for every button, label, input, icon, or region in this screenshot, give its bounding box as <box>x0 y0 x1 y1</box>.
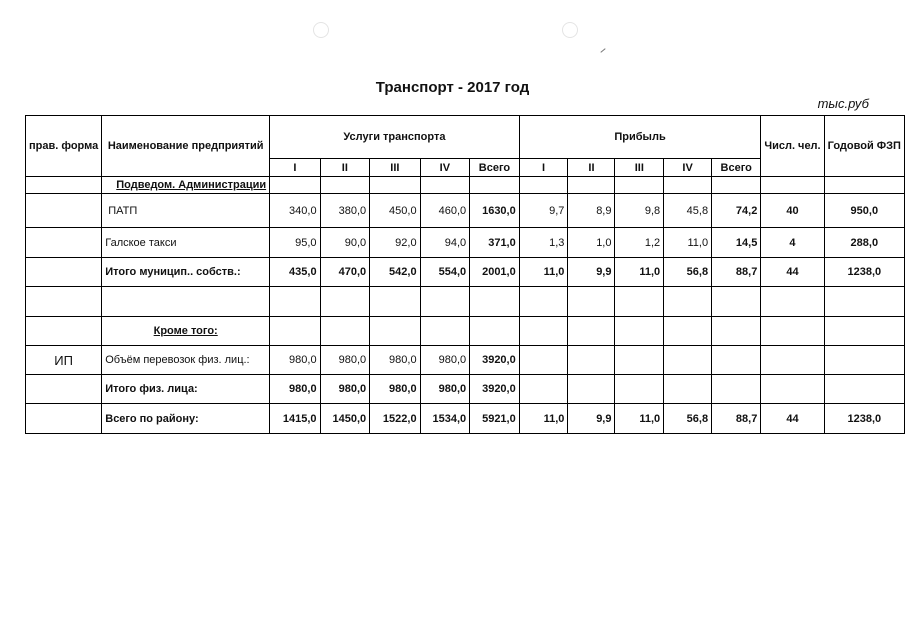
cell-profit-q3: 11,0 <box>615 258 664 287</box>
cell-profit-total: 74,2 <box>712 194 761 228</box>
cell-services-q2 <box>320 287 370 317</box>
services-quarter-1: I <box>270 159 320 177</box>
cell-services-total: 3920,0 <box>470 375 520 404</box>
cell-services-total: 2001,0 <box>470 258 520 287</box>
cell-form <box>26 177 102 194</box>
cell-services-q4: 554,0 <box>420 258 470 287</box>
cell-headcount <box>761 346 824 375</box>
cell-form <box>26 404 102 434</box>
cell-services-q2: 980,0 <box>320 346 370 375</box>
table-row <box>26 317 905 346</box>
unit-note: тыс.руб <box>817 96 869 111</box>
table-row <box>26 375 905 404</box>
cell-enterprise-name <box>102 287 270 317</box>
cell-headcount: 44 <box>761 258 824 287</box>
cell-services-q2 <box>320 177 370 194</box>
header-profit: Прибыль <box>519 116 761 159</box>
profit-quarter-3: III <box>615 159 664 177</box>
table-row <box>26 287 905 317</box>
cell-services-q1: 340,0 <box>270 194 320 228</box>
cell-services-q1 <box>270 177 320 194</box>
cell-services-q4: 980,0 <box>420 346 470 375</box>
cell-profit-q1 <box>519 317 568 346</box>
cell-services-q2 <box>320 317 370 346</box>
cell-annual-fund <box>824 375 904 404</box>
cell-enterprise-name: Кроме того: <box>102 317 270 346</box>
cell-profit-q4 <box>664 177 712 194</box>
cell-services-q3 <box>370 317 420 346</box>
cell-annual-fund <box>824 346 904 375</box>
cell-annual-fund: 1238,0 <box>824 404 904 434</box>
cell-services-q3: 542,0 <box>370 258 420 287</box>
cell-form <box>26 287 102 317</box>
cell-annual-fund <box>824 177 904 194</box>
cell-profit-q1 <box>519 287 568 317</box>
cell-services-q1: 980,0 <box>270 375 320 404</box>
scan-hole-mark-right <box>562 22 578 38</box>
cell-profit-q2 <box>568 317 615 346</box>
cell-services-q2: 90,0 <box>320 228 370 258</box>
cell-headcount <box>761 317 824 346</box>
cell-profit-total <box>712 177 761 194</box>
cell-profit-total <box>712 346 761 375</box>
cell-headcount: 4 <box>761 228 824 258</box>
cell-annual-fund: 950,0 <box>824 194 904 228</box>
cell-headcount <box>761 177 824 194</box>
cell-services-q1: 95,0 <box>270 228 320 258</box>
cell-profit-q1: 11,0 <box>519 258 568 287</box>
cell-profit-q4: 45,8 <box>664 194 712 228</box>
cell-services-q1 <box>270 287 320 317</box>
cell-annual-fund: 288,0 <box>824 228 904 258</box>
cell-services-q4: 94,0 <box>420 228 470 258</box>
profit-quarter-4: IV <box>664 159 712 177</box>
cell-form: ИП <box>26 346 102 375</box>
cell-profit-q4 <box>664 375 712 404</box>
cell-profit-q3: 1,2 <box>615 228 664 258</box>
cell-services-q1: 980,0 <box>270 346 320 375</box>
cell-profit-q1: 1,3 <box>519 228 568 258</box>
cell-profit-q3 <box>615 177 664 194</box>
cell-profit-q4 <box>664 346 712 375</box>
cell-enterprise-name: Всего по району: <box>102 404 270 434</box>
profit-quarter-1: I <box>519 159 568 177</box>
cell-profit-q4 <box>664 287 712 317</box>
cell-profit-q3: 11,0 <box>615 404 664 434</box>
cell-headcount <box>761 375 824 404</box>
table-row <box>26 404 905 434</box>
cell-profit-q2 <box>568 287 615 317</box>
document-title: Транспорт - 2017 год <box>375 79 530 96</box>
cell-profit-total <box>712 317 761 346</box>
cell-profit-q2 <box>568 346 615 375</box>
cell-services-q1 <box>270 317 320 346</box>
table-row <box>26 346 905 375</box>
cell-services-q4 <box>420 287 470 317</box>
cell-services-q2: 470,0 <box>320 258 370 287</box>
cell-services-total <box>470 317 520 346</box>
services-quarter-3: III <box>370 159 420 177</box>
cell-services-q4 <box>420 317 470 346</box>
scan-hole-mark-left <box>313 22 329 38</box>
cell-annual-fund <box>824 287 904 317</box>
cell-services-total: 371,0 <box>470 228 520 258</box>
cell-profit-total <box>712 375 761 404</box>
cell-headcount: 40 <box>761 194 824 228</box>
cell-form <box>26 258 102 287</box>
profit-quarter-2: II <box>568 159 615 177</box>
cell-profit-q3 <box>615 317 664 346</box>
table-row <box>26 258 905 287</box>
cell-services-q2: 1450,0 <box>320 404 370 434</box>
header-annual-fund: Годовой ФЗП <box>824 116 904 177</box>
cell-services-q2: 980,0 <box>320 375 370 404</box>
cell-profit-total: 88,7 <box>712 258 761 287</box>
cell-services-q3: 92,0 <box>370 228 420 258</box>
cell-profit-q1 <box>519 346 568 375</box>
cell-profit-q2 <box>568 177 615 194</box>
cell-profit-q3 <box>615 346 664 375</box>
cell-headcount: 44 <box>761 404 824 434</box>
cell-enterprise-name: Итого физ. лица: <box>102 375 270 404</box>
cell-enterprise-name: Итого муницип.. собств.: <box>102 258 270 287</box>
header-name: Наименование предприятий <box>102 116 270 177</box>
cell-profit-q1 <box>519 177 568 194</box>
cell-profit-q3: 9,8 <box>615 194 664 228</box>
cell-profit-total: 88,7 <box>712 404 761 434</box>
cell-profit-q4: 56,8 <box>664 258 712 287</box>
cell-annual-fund: 1238,0 <box>824 258 904 287</box>
cell-headcount <box>761 287 824 317</box>
cell-enterprise-name: ПАТП <box>102 194 270 228</box>
cell-form <box>26 228 102 258</box>
cell-services-q3: 980,0 <box>370 375 420 404</box>
cell-profit-total: 14,5 <box>712 228 761 258</box>
cell-enterprise-name: Галское такси <box>102 228 270 258</box>
cell-profit-q2: 9,9 <box>568 404 615 434</box>
table-row <box>26 177 905 194</box>
cell-profit-q2: 8,9 <box>568 194 615 228</box>
cell-services-q2: 380,0 <box>320 194 370 228</box>
cell-enterprise-name: Подведом. Администрации <box>102 177 270 194</box>
table-row <box>26 228 905 258</box>
header-form: прав. форма <box>26 116 102 177</box>
transport-table <box>25 115 905 434</box>
cell-services-q3: 1522,0 <box>370 404 420 434</box>
cell-profit-q1: 9,7 <box>519 194 568 228</box>
cell-profit-total <box>712 287 761 317</box>
services-quarter-4: IV <box>420 159 470 177</box>
cell-form <box>26 317 102 346</box>
cell-services-q3 <box>370 177 420 194</box>
cell-services-q3 <box>370 287 420 317</box>
cell-services-q4 <box>420 177 470 194</box>
cell-form <box>26 194 102 228</box>
cell-profit-q3 <box>615 287 664 317</box>
cell-profit-q4 <box>664 317 712 346</box>
cell-profit-q4: 56,8 <box>664 404 712 434</box>
cell-services-total: 5921,0 <box>470 404 520 434</box>
cell-services-total: 3920,0 <box>470 346 520 375</box>
cell-services-q4: 460,0 <box>420 194 470 228</box>
cell-form <box>26 375 102 404</box>
cell-profit-q2: 9,9 <box>568 258 615 287</box>
cell-services-q4: 980,0 <box>420 375 470 404</box>
services-total: Всего <box>470 159 520 177</box>
cell-profit-q1 <box>519 375 568 404</box>
cell-annual-fund <box>824 317 904 346</box>
table-body <box>26 177 905 434</box>
pen-mark <box>600 48 605 53</box>
profit-total: Всего <box>712 159 761 177</box>
cell-services-q1: 435,0 <box>270 258 320 287</box>
cell-services-total <box>470 287 520 317</box>
services-quarter-2: II <box>320 159 370 177</box>
header-services: Услуги транспорта <box>270 116 520 159</box>
cell-profit-q3 <box>615 375 664 404</box>
header-headcount: Числ. чел. <box>761 116 824 177</box>
cell-services-q4: 1534,0 <box>420 404 470 434</box>
cell-services-q1: 1415,0 <box>270 404 320 434</box>
cell-services-q3: 980,0 <box>370 346 420 375</box>
cell-profit-q4: 11,0 <box>664 228 712 258</box>
cell-profit-q1: 11,0 <box>519 404 568 434</box>
cell-profit-q2 <box>568 375 615 404</box>
table-row <box>26 194 905 228</box>
cell-profit-q2: 1,0 <box>568 228 615 258</box>
cell-services-total <box>470 177 520 194</box>
cell-enterprise-name: Объём перевозок физ. лиц.: <box>102 346 270 375</box>
cell-services-q3: 450,0 <box>370 194 420 228</box>
cell-services-total: 1630,0 <box>470 194 520 228</box>
